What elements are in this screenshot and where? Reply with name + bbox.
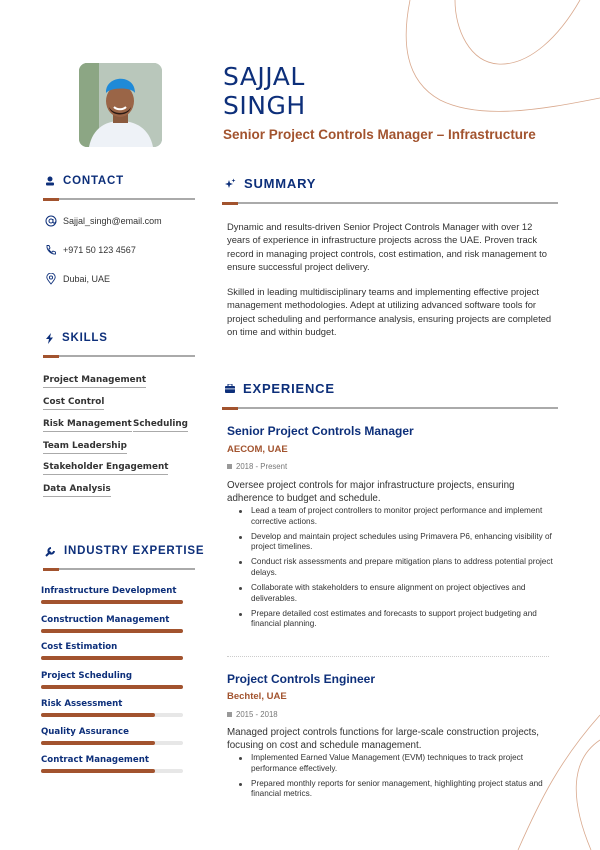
- skill-tag: Project Management: [43, 375, 146, 388]
- contact-title: CONTACT: [63, 175, 124, 187]
- skill-tag: Team Leadership: [43, 441, 127, 454]
- expertise-item: [41, 642, 183, 660]
- location-pin-icon: [45, 273, 57, 285]
- last-name: SINGH: [223, 91, 306, 120]
- job-bullet: Lead a team of project controllers to monitor project performance and implement corrective actions.: [238, 506, 558, 527]
- expertise-label: Infrastructure Development: [41, 586, 177, 596]
- expertise-bar: [41, 713, 183, 717]
- expertise-item: [41, 727, 183, 745]
- experience-divider: [222, 407, 558, 409]
- skill-tag: Risk Management: [43, 419, 132, 432]
- expertise-item: [41, 755, 183, 773]
- summary-paragraph: Dynamic and results-driven Senior Project Controls Manager with over 12 years of experience in infrastructure projects across the UAE. Proven track record in managing project controls, cost estimation, and risk management to ensure successful project delivery.: [227, 221, 547, 272]
- expertise-label: Cost Estimation: [41, 642, 118, 652]
- contact-phone[interactable]: [45, 244, 136, 256]
- job-bullets: [238, 506, 558, 634]
- expertise-item: [41, 586, 183, 604]
- job-bullet: Prepare detailed cost estimates and forecasts to support project budgeting and financial planning.: [238, 609, 558, 630]
- expertise-bar: [41, 629, 183, 633]
- briefcase-icon: [225, 384, 235, 393]
- expertise-divider: [43, 568, 195, 570]
- job-dates: [227, 710, 278, 719]
- summary-title: SUMMARY: [244, 176, 317, 191]
- person-icon: [45, 176, 55, 186]
- at-icon: [45, 215, 57, 227]
- job-description: Oversee project controls for major infrastructure projects, ensuring adherence to budget and schedule.: [227, 480, 515, 504]
- job-title: Project Controls Engineer: [227, 672, 376, 686]
- skills-heading: [45, 332, 108, 344]
- first-name: SAJJAL: [223, 62, 305, 91]
- job-title: Senior Project Controls Manager: [227, 424, 414, 438]
- profile-photo: [79, 63, 162, 147]
- phone-text: +971 50 123 4567: [63, 245, 136, 255]
- job-bullets: [238, 753, 558, 804]
- job-bullet: Implemented Earned Value Management (EVM) techniques to track project performance effectively.: [238, 753, 558, 774]
- contact-email[interactable]: [45, 215, 162, 227]
- skill-tag: Scheduling: [133, 419, 188, 432]
- calendar-icon: [227, 712, 232, 717]
- expertise-label: Project Scheduling: [41, 671, 133, 681]
- job-dates: [227, 462, 287, 471]
- contact-heading: [45, 175, 124, 187]
- job-description: Managed project controls functions for large-scale construction projects, focusing on cost and schedule management.: [227, 727, 540, 751]
- skill-tag: Stakeholder Engagement: [43, 462, 168, 475]
- summary-paragraph: Skilled in leading multidisciplinary teams and implementing effective project management methodologies. Adept at utilizing advanced software tools for project scheduling and performance analysis, ensuring projects are completed on time and within budget.: [227, 286, 552, 337]
- experience-title: EXPERIENCE: [243, 381, 335, 396]
- skill-tag: Cost Control: [43, 397, 104, 410]
- expertise-bar: [41, 600, 183, 604]
- skills-title: SKILLS: [62, 332, 108, 344]
- job-company: Bechtel, UAE: [227, 691, 287, 702]
- skills-divider: [43, 355, 195, 357]
- expertise-label: Quality Assurance: [41, 727, 129, 737]
- skill-tag: Data Analysis: [43, 484, 111, 497]
- email-text: Sajjal_singh@email.com: [63, 216, 162, 226]
- wrench-icon: [45, 546, 56, 557]
- expertise-bar: [41, 656, 183, 660]
- job-bullet: Conduct risk assessments and prepare mitigation plans to address potential project delays.: [238, 557, 558, 578]
- expertise-bar: [41, 769, 183, 773]
- job-bullet: Prepared monthly reports for senior management, highlighting project status and financial metrics.: [238, 779, 558, 800]
- expertise-bar: [41, 685, 183, 689]
- expertise-label: Risk Assessment: [41, 699, 123, 709]
- job-dates-text: 2018 - Present: [236, 462, 288, 471]
- phone-icon: [45, 244, 57, 256]
- sparkle-icon: [225, 178, 236, 189]
- summary-heading: [225, 176, 316, 191]
- experience-heading: [225, 381, 335, 396]
- expertise-heading: [45, 545, 204, 557]
- expertise-label: Construction Management: [41, 615, 170, 625]
- job-bullet: Collaborate with stakeholders to ensure alignment on project objectives and deliverables.: [238, 583, 558, 604]
- expertise-title: INDUSTRY EXPERTISE: [64, 545, 205, 557]
- candidate-role: Senior Project Controls Manager – Infrastructure: [223, 127, 536, 142]
- job-bullet: Develop and maintain project schedules using Primavera P6, enhancing visibility of project timelines.: [238, 532, 558, 553]
- expertise-item: [41, 615, 183, 633]
- expertise-item: [41, 671, 183, 689]
- lightning-icon: [45, 333, 54, 344]
- job-company: AECOM, UAE: [227, 444, 288, 455]
- expertise-label: Contract Management: [41, 755, 149, 765]
- expertise-item: [41, 699, 183, 717]
- job-separator: [227, 656, 549, 657]
- job-dates-text: 2015 - 2018: [236, 710, 278, 719]
- candidate-name: [223, 62, 306, 120]
- summary-divider: [222, 202, 558, 204]
- location-text: Dubai, UAE: [63, 274, 111, 284]
- contact-location: [45, 273, 110, 285]
- contact-divider: [43, 198, 195, 200]
- calendar-icon: [227, 464, 232, 469]
- expertise-bar: [41, 741, 183, 745]
